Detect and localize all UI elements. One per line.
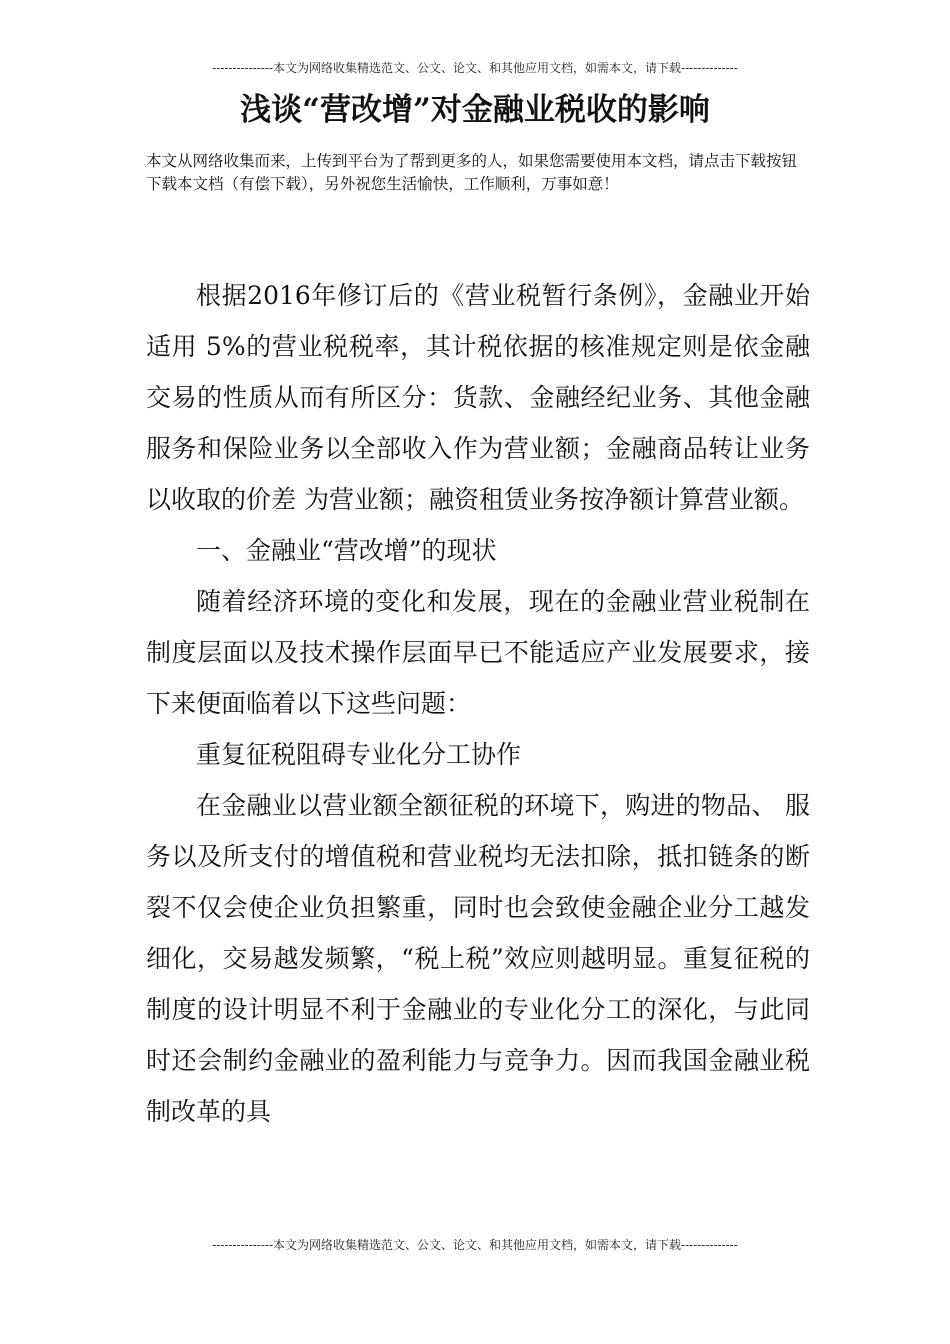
paragraph-2: 随着经济环境的变化和发展，现在的金融业营业税制在制度层面以及技术操作层面早已不能适应产业发展要求，接下来便面临着以下这些问题： — [146, 587, 810, 718]
subsection-heading-1: 重复征税阻碍专业化分工协作 — [196, 740, 522, 769]
paragraph-3: 在金融业以营业额全额征税的环境下，购进的物品、 服务以及所支付的增值税和营业税均无法扣除，抵扣链条的断裂不仅会使企业负担繁重，同时也会致使金融企业分工越发细化，交易越发频繁，“税上税”效应则越明显。重复征税的制度的设计明显不利于金融业的专业化分工的深化，与此同时还会制约金融业的盈利能力与竞争力。因而我国金融业税制改革的具 — [146, 791, 810, 1126]
footer-note: ---------------本文为网络收集精选范文、公文、论文、和其他应用文档，如需本文，请下载-------------- — [212, 1238, 738, 1252]
document-body — [146, 270, 810, 1137]
intro-text: 本文从网络收集而来，上传到平台为了帮到更多的人，如果您需要使用本文档，请点击下载按钮下载本文档（有偿下载），另外祝您生活愉快，工作顺利，万事如意！ — [146, 152, 798, 193]
header-note: ---------------本文为网络收集精选范文、公文、论文、和其他应用文档，如需本文，请下载-------------- — [212, 61, 738, 75]
document-title: 浅谈“营改增”对金融业税收的影响 — [240, 92, 710, 128]
paragraph-1: 根据2016年修订后的《营业税暂行条例》，金融业开始适用 5%的营业税税率，其计税依据的核准规定则是依金融交易的性质从而有所区分：货款、金融经纪业务、其他金融服务和保险业务以全部收入作为营业额；金融商品转让业务以收取的价差 为营业额；融资租赁业务按净额计算营业额。 — [146, 281, 810, 514]
section-heading-1: 一、金融业“营改增”的现状 — [196, 536, 497, 565]
